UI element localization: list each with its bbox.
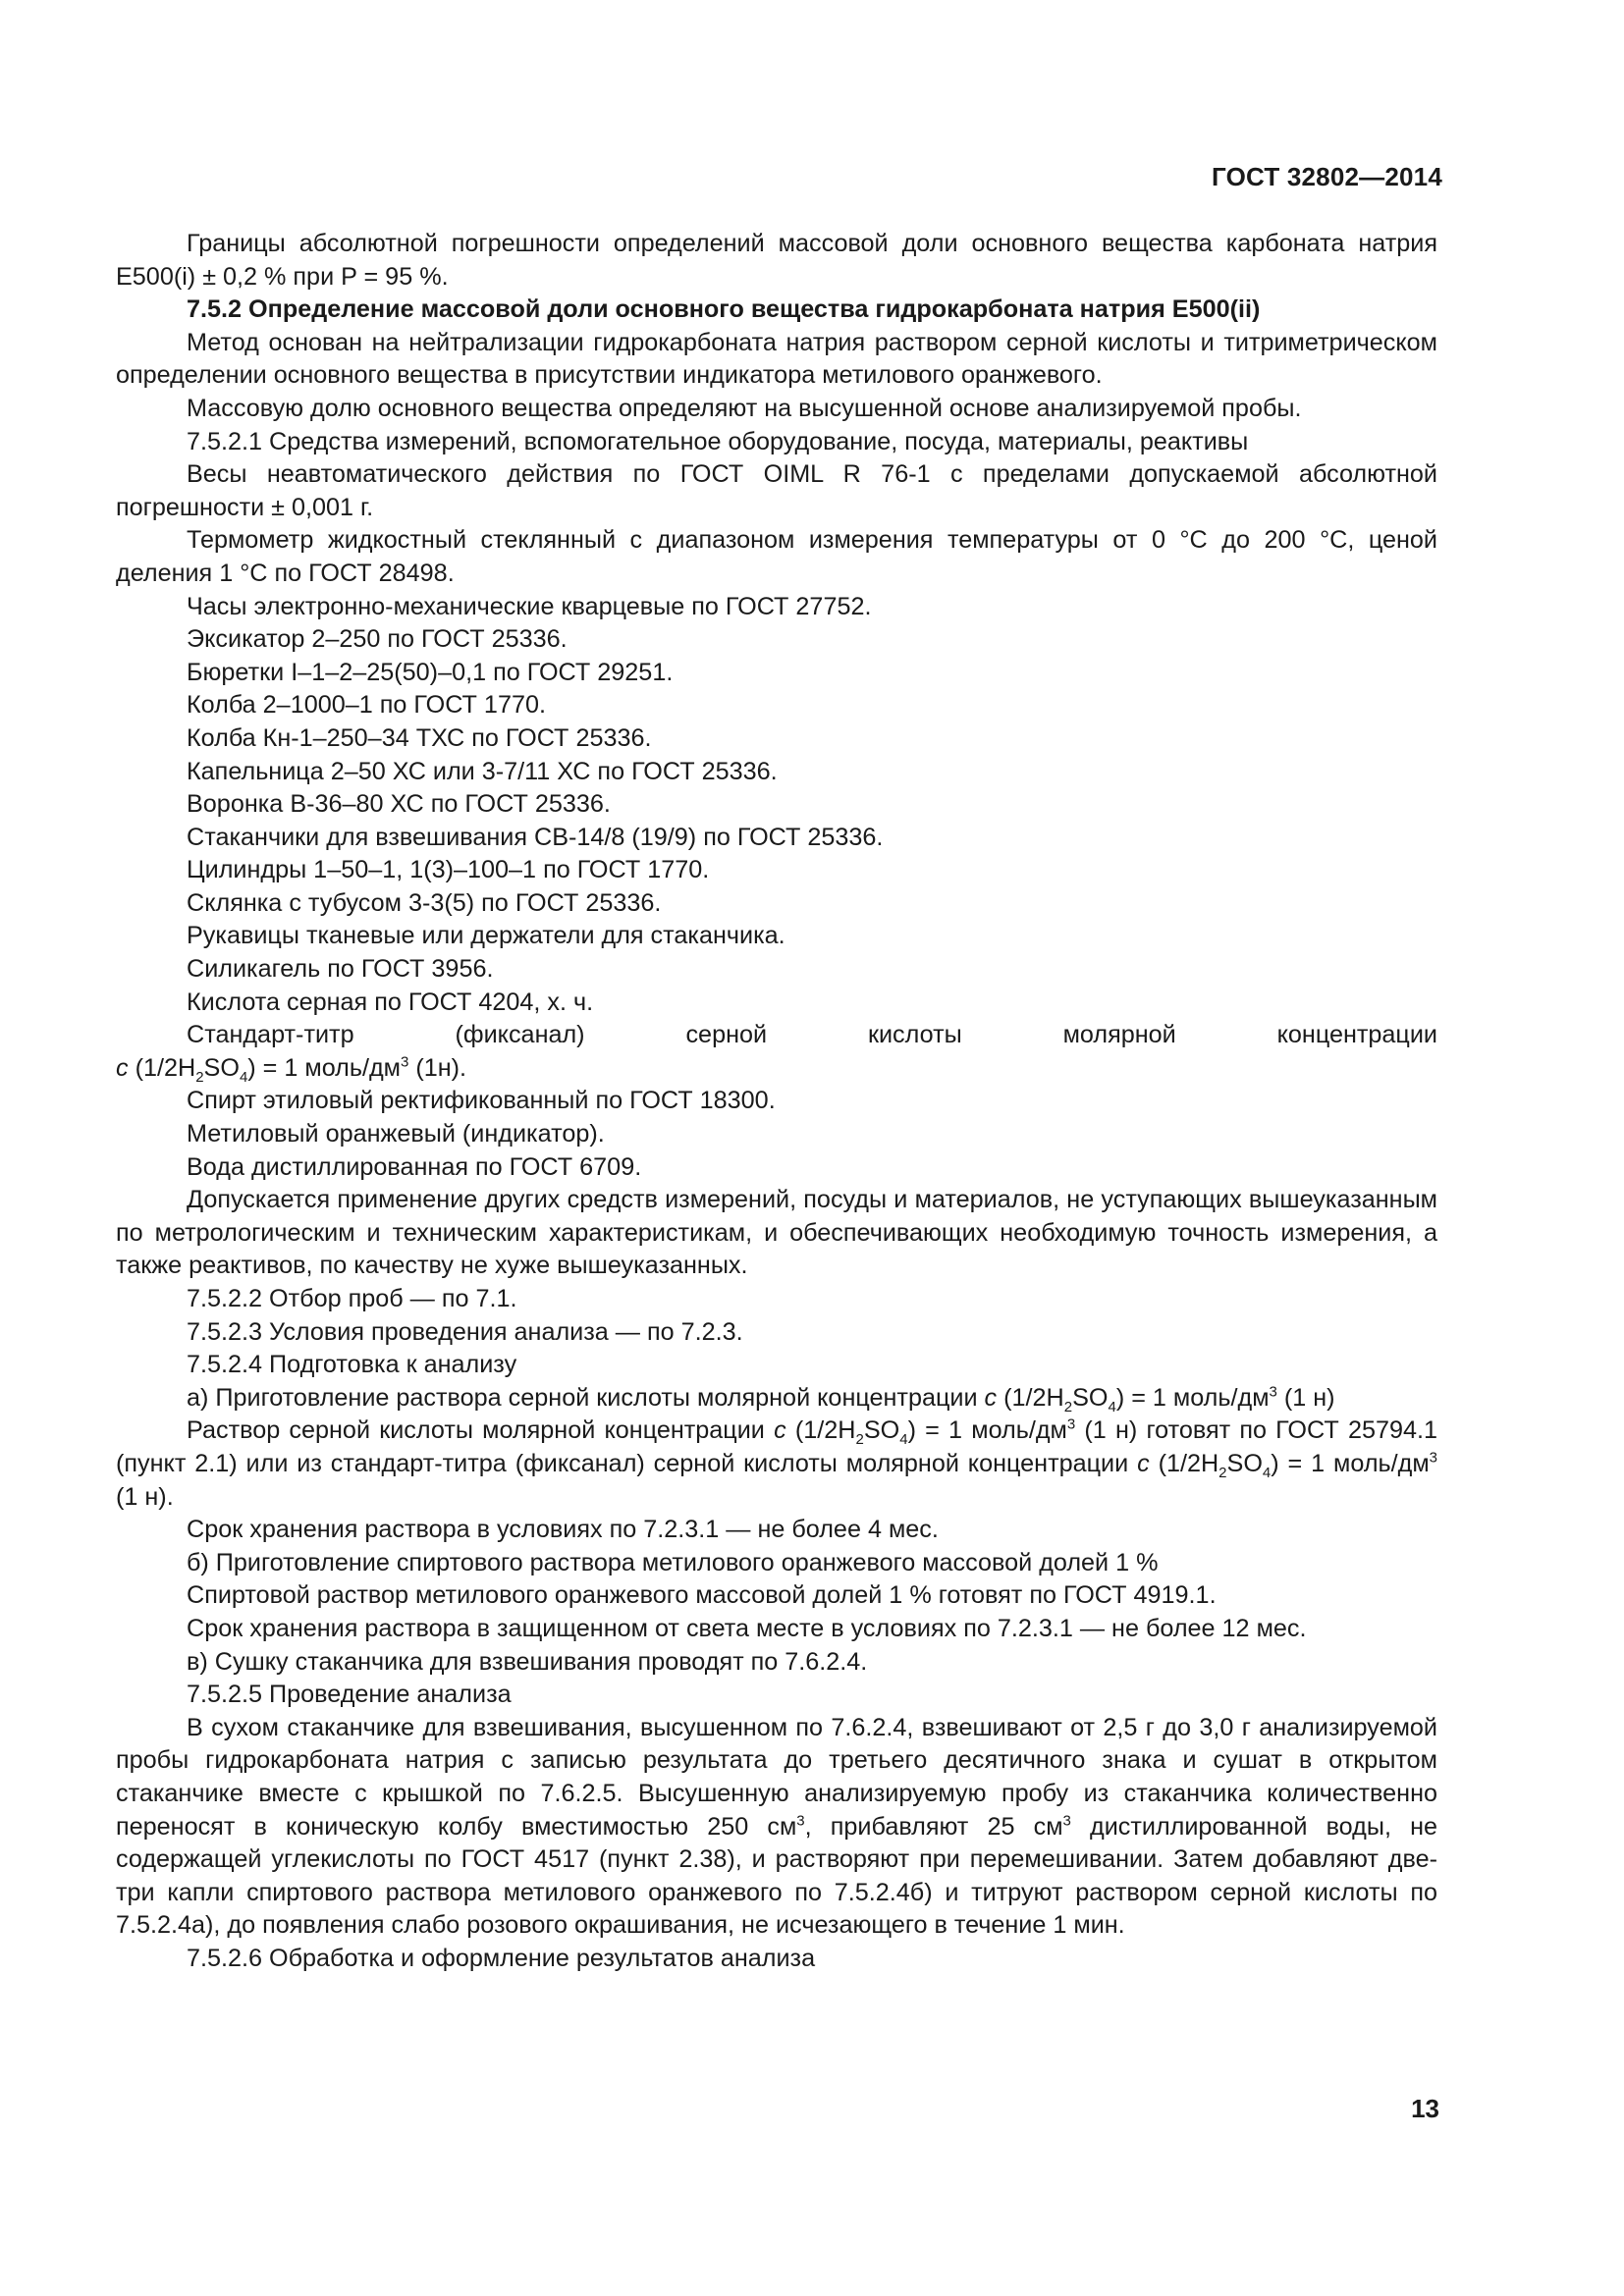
text-run: (1 н).	[116, 1482, 174, 1511]
subsection-heading: 7.5.2.6 Обработка и оформление результатов анализа	[187, 1944, 816, 1972]
text-run: ) = 1 моль/дм	[1271, 1449, 1430, 1477]
concentration-symbol: c	[984, 1383, 998, 1412]
paragraph: Срок хранения раствора в условиях по 7.2.3.1 — не более 4 мес.	[187, 1516, 939, 1544]
list-item: Часы электронно-механические кварцевые по ГОСТ 27752.	[187, 592, 872, 620]
list-item: Кислота серная по ГОСТ 4204, х. ч.	[187, 988, 594, 1016]
subsection-heading: 7.5.2.4 Подготовка к анализу	[187, 1351, 517, 1379]
list-item: Бюретки I–1–2–25(50)–0,1 по ГОСТ 29251.	[187, 658, 674, 686]
text-run: дистиллированной воды, не содержащей углекислоты по ГОСТ 4517 (пункт 2.38), и растворяют при перемешивании. Затем добавляют две-три капли спиртового раствора метилового оранжевого по 7.5.2.4б) и титруют раствором серной кислоты по 7.5.2.4а), до появления слабо розового окрашивания, не исчезающего в течение 1 мин.	[116, 1812, 1437, 1940]
document-body	[116, 228, 1437, 1975]
list-item: Воронка В-36–80 ХС по ГОСТ 25336.	[187, 790, 611, 819]
text-run: (1/2H	[997, 1383, 1064, 1412]
section-heading: 7.5.2 Определение массовой доли основного вещества гидрокарбоната натрия E500(ii)	[187, 295, 1261, 324]
subscript: 4	[239, 1068, 248, 1086]
formula-text: (1н).	[408, 1053, 467, 1082]
subscript: 2	[855, 1431, 864, 1449]
paragraph: б) Приготовление спиртового раствора метилового оранжевого массовой долей 1 %	[187, 1548, 1159, 1576]
formula-text: (1/2H	[128, 1053, 196, 1082]
text-run: ) = 1 моль/дм	[1115, 1383, 1270, 1412]
text-run: (1 н)	[1276, 1383, 1335, 1412]
text-run: Раствор серной кислоты молярной концентрации	[187, 1416, 775, 1445]
formula-line	[116, 1052, 1437, 1086]
text-run: (1 н) готовят по ГОСТ 25794.1 (пункт 2.1) или из стандарт-титра (фиксанал) серной кислоты молярной концентрации	[116, 1416, 1437, 1477]
text-run: ) = 1 моль/дм	[907, 1416, 1067, 1445]
subscript: 2	[1218, 1465, 1227, 1481]
paragraph: в) Сушку стаканчика для взвешивания проводят по 7.6.2.4.	[187, 1647, 868, 1676]
paragraph	[116, 1415, 1437, 1514]
text-run: (1/2H	[785, 1416, 856, 1445]
subsection-heading: 7.5.2.2 Отбор проб — по 7.1.	[187, 1285, 517, 1312]
list-item: Капельница 2–50 ХС или 3-7/11 ХС по ГОСТ 25336.	[187, 757, 778, 785]
paragraph	[116, 1382, 1437, 1415]
subsection-heading: 7.5.2.5 Проведение анализа	[187, 1681, 512, 1709]
concentration-symbol: c	[116, 1053, 129, 1082]
text-run: SO	[1226, 1449, 1263, 1477]
superscript: 3	[1269, 1383, 1277, 1401]
list-item: Стандарт-титр (фиксанал) серной кислоты молярной концентрации	[187, 1021, 1437, 1049]
concentration-symbol: c	[1137, 1449, 1150, 1477]
text-run: SO	[863, 1416, 900, 1445]
formula-text: SO	[203, 1053, 240, 1082]
subscript: 4	[1262, 1465, 1272, 1481]
concentration-symbol: c	[774, 1416, 786, 1445]
subsection-heading: 7.5.2.3 Условия проведения анализа — по 7.2.3.	[187, 1317, 743, 1346]
subscript: 4	[1108, 1398, 1116, 1415]
page-number: 13	[1411, 2094, 1439, 2123]
list-item: Силикагель по ГОСТ 3956.	[187, 955, 494, 984]
paragraph: Спиртовой раствор метилового оранжевого массовой долей 1 % готовят по ГОСТ 4919.1.	[187, 1581, 1217, 1610]
text-run: (1/2H	[1149, 1449, 1219, 1477]
list-item: Колба Кн-1–250–34 ТХС по ГОСТ 25336.	[187, 723, 652, 752]
formula-text: ) = 1 моль/дм	[247, 1053, 401, 1082]
text-run: , прибавляют 25 см	[804, 1812, 1063, 1841]
list-item: Стаканчики для взвешивания СВ-14/8 (19/9) по ГОСТ 25336.	[187, 823, 884, 851]
paragraph	[116, 1712, 1437, 1943]
superscript: 3	[400, 1053, 409, 1071]
paragraph: Термометр жидкостный стеклянный с диапазоном измерения температуры от 0 °С до 200 °С, ценой деления 1 °С по ГОСТ 28498.	[116, 526, 1437, 587]
subscript: 2	[1063, 1398, 1073, 1415]
superscript: 3	[1062, 1812, 1071, 1830]
paragraph: Весы неавтоматического действия по ГОСТ OIML R 76-1 с пределами допускаемой абсолютной погрешности ± 0,001 г.	[116, 460, 1437, 521]
list-item: Цилиндры 1–50–1, 1(3)–100–1 по ГОСТ 1770.	[187, 856, 710, 884]
text-run: SO	[1072, 1383, 1109, 1412]
text-run: а) Приготовление раствора серной кислоты молярной концентрации	[187, 1383, 985, 1412]
superscript: 3	[1429, 1449, 1437, 1467]
superscript: 3	[1066, 1415, 1076, 1433]
list-item: Спирт этиловый ректификованный по ГОСТ 18300.	[187, 1087, 776, 1115]
list-item: Рукавицы тканевые или держатели для стаканчика.	[187, 922, 785, 950]
subscript: 2	[195, 1068, 204, 1086]
list-item: Склянка с тубусом 3-3(5) по ГОСТ 25336.	[187, 888, 662, 917]
subsection-heading: 7.5.2.1 Средства измерений, вспомогательное оборудование, посуда, материалы, реактивы	[187, 427, 1249, 455]
paragraph: Метод основан на нейтрализации гидрокарбоната натрия раствором серной кислоты и титриметрическом определении основного вещества в присутствии индикатора метилового оранжевого.	[116, 328, 1437, 390]
text-run: В сухом стаканчике для взвешивания, высушенном по 7.6.2.4, взвешивают от 2,5 г до 3,0 г анализируемой пробы гидрокарбоната натрия с записью результата до третьего десятичного знака и сушат в открытом стаканчике вместе с крышкой по 7.6.2.5. Высушенную анализируемую пробу из стаканчика количественно переносят в коническую колбу вместимостью 250 см	[116, 1713, 1437, 1841]
paragraph: Границы абсолютной погрешности определений массовой доли основного вещества карбоната натрия E500(i) ± 0,2 % при P = 95 %.	[116, 230, 1437, 291]
paragraph: Срок хранения раствора в защищенном от света месте в условиях по 7.2.3.1 — не более 12 мес.	[187, 1614, 1307, 1642]
list-item: Колба 2–1000–1 по ГОСТ 1770.	[187, 691, 546, 720]
list-item: Метиловый оранжевый (индикатор).	[187, 1120, 605, 1148]
document-standard-header: ГОСТ 32802—2014	[1212, 162, 1442, 191]
paragraph: Допускается применение других средств измерений, посуды и материалов, не уступающих вышеуказанным по метрологическим и техническим характеристикам, и обеспечивающих необходимую точность измерения, а также реактивов, по качеству не хуже вышеуказанных.	[116, 1186, 1437, 1280]
list-item: Вода дистиллированная по ГОСТ 6709.	[187, 1152, 642, 1181]
paragraph: Массовую долю основного вещества определяют на высушенной основе анализируемой пробы.	[187, 394, 1302, 422]
superscript: 3	[796, 1812, 805, 1830]
subscript: 4	[899, 1431, 908, 1449]
list-item: Эксикатор 2–250 по ГОСТ 25336.	[187, 625, 568, 654]
